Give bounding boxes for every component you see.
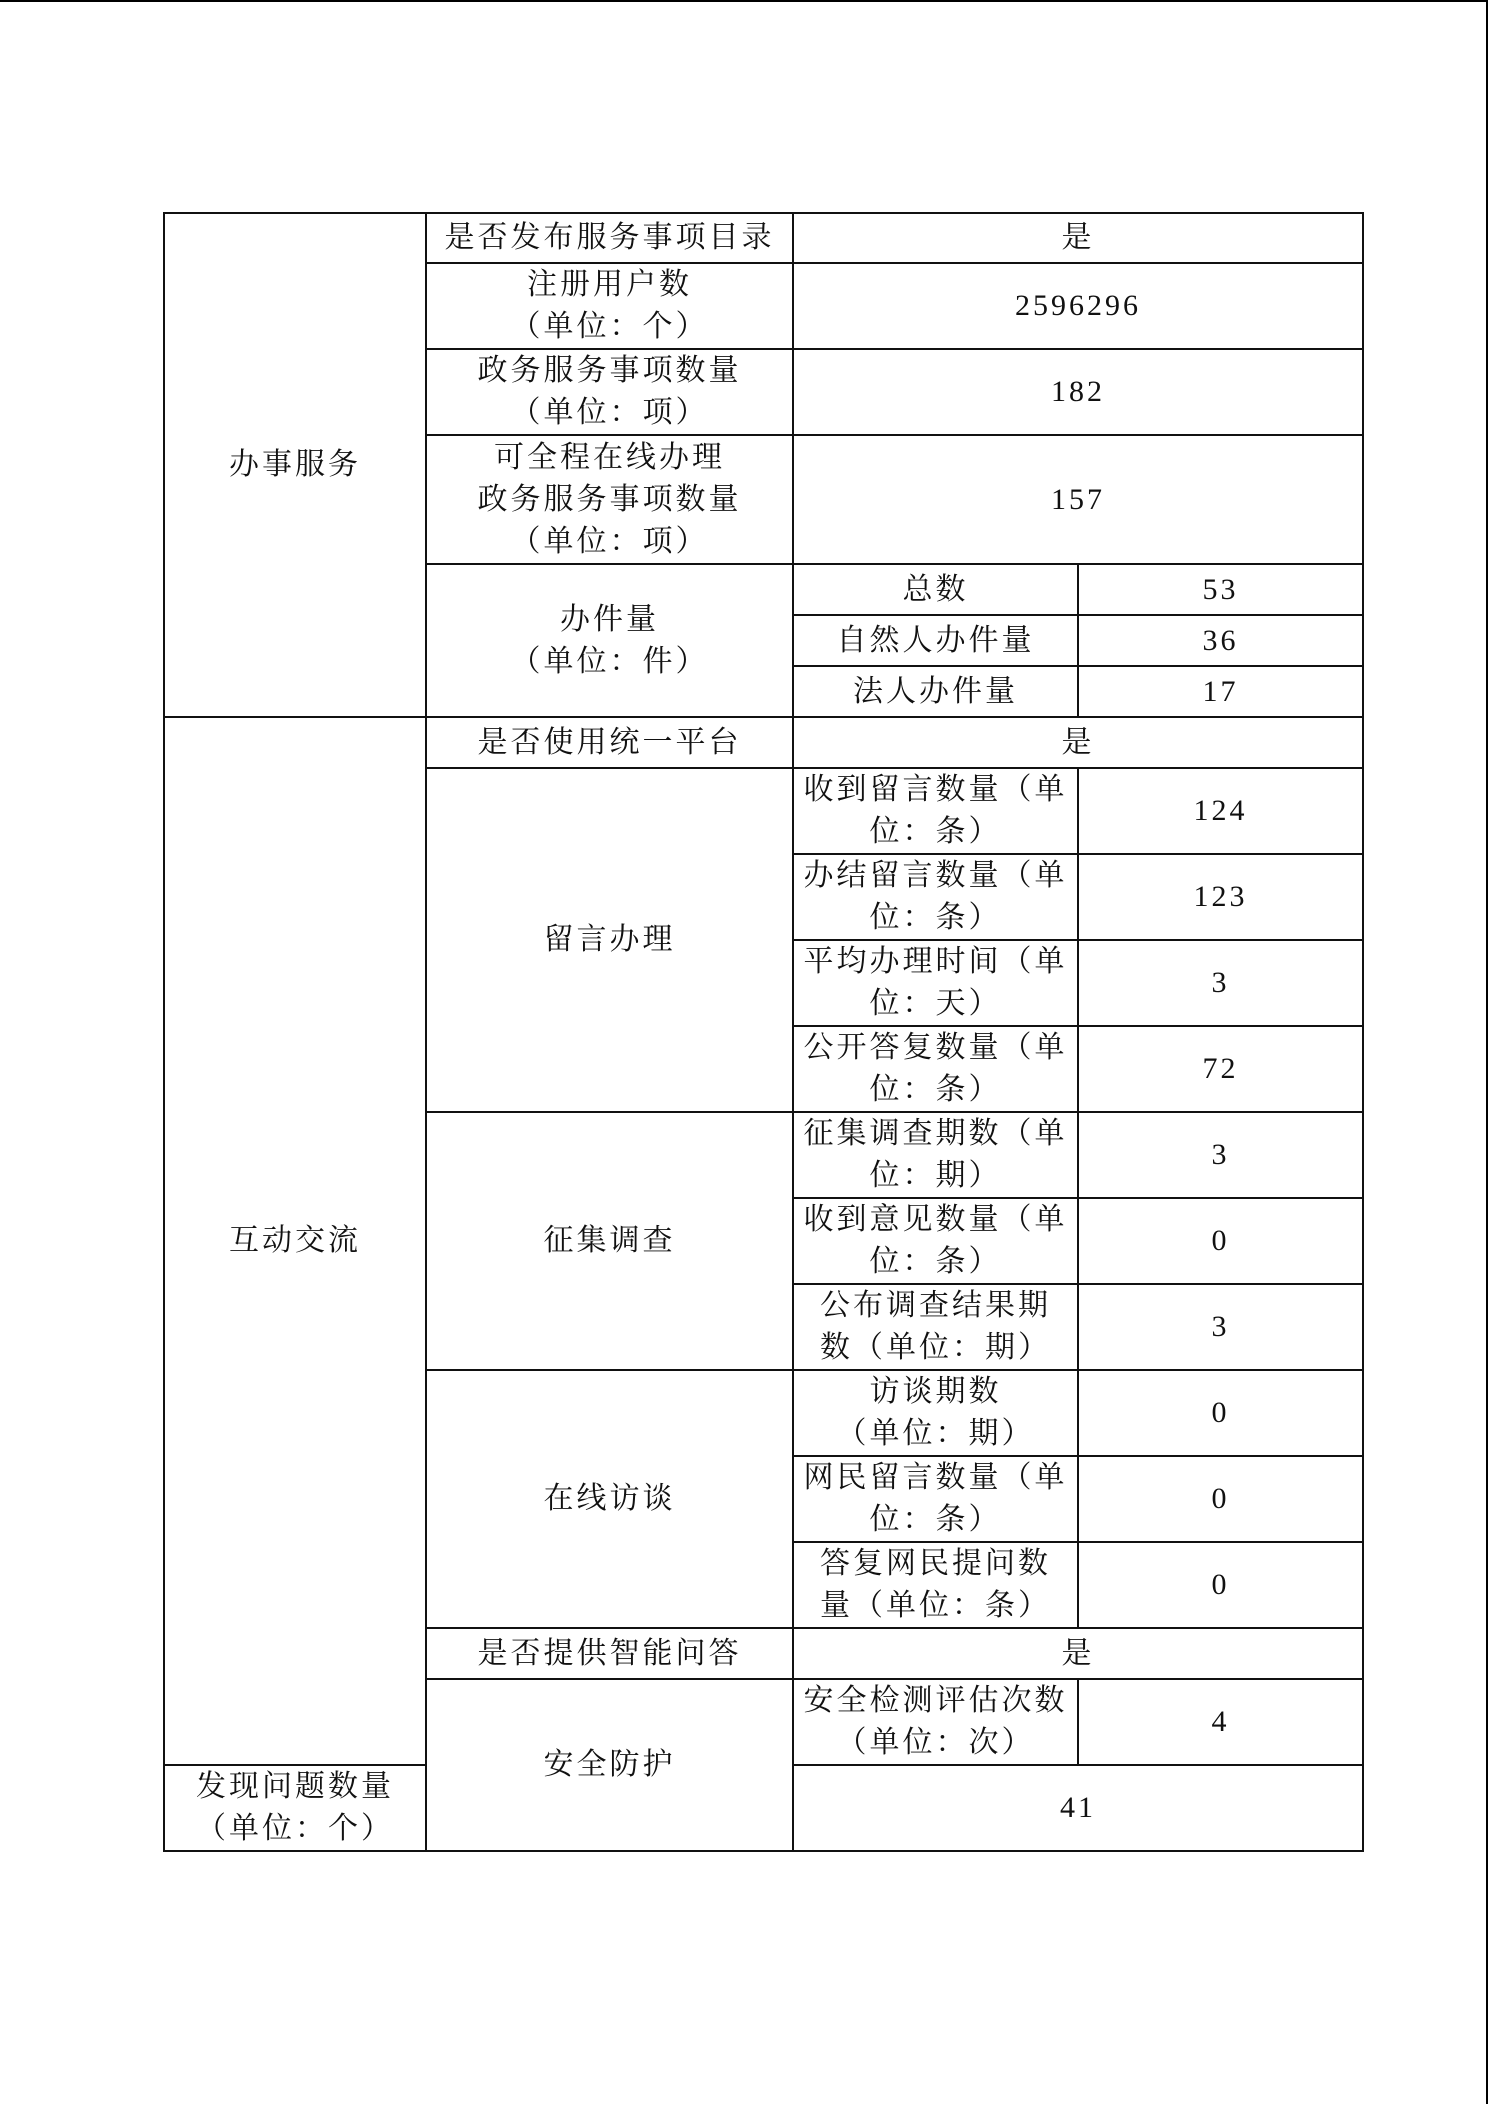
row-value-users: 2596296	[793, 263, 1363, 349]
row-label-cases: 办件量 （单位：件）	[426, 564, 793, 717]
sub-value: 0	[1078, 1370, 1363, 1456]
sub-label: 公布调查结果期 数（单位：期）	[793, 1284, 1078, 1370]
group-label-interview: 在线访谈	[426, 1370, 793, 1628]
sub-label-total: 总数	[793, 564, 1078, 615]
sub-label: 平均办理时间（单 位：天）	[793, 940, 1078, 1026]
row-label-catalog: 是否发布服务事项目录	[426, 213, 793, 263]
row-value-catalog: 是	[793, 213, 1363, 263]
sub-value: 0	[1078, 1456, 1363, 1542]
row-label-checks: 安全检测评估次数 （单位：次）	[793, 1679, 1078, 1765]
sub-value-total: 53	[1078, 564, 1363, 615]
row-label-qa: 是否提供智能问答	[426, 1628, 793, 1679]
sub-value: 72	[1078, 1026, 1363, 1112]
row-value-items: 182	[793, 349, 1363, 435]
row-label-platform: 是否使用统一平台	[426, 717, 793, 768]
group-label-messages: 留言办理	[426, 768, 793, 1112]
row-value-issues: 41	[793, 1765, 1363, 1851]
section-label-service: 办事服务	[164, 213, 426, 717]
sub-label-natural-person: 自然人办件量	[793, 615, 1078, 666]
section-label-security: 安全防护	[426, 1679, 793, 1851]
row-label-online-items: 可全程在线办理 政务服务事项数量 （单位：项）	[426, 435, 793, 564]
sub-label: 办结留言数量（单 位：条）	[793, 854, 1078, 940]
row-value-platform: 是	[793, 717, 1363, 768]
sub-value: 0	[1078, 1198, 1363, 1284]
sub-value: 3	[1078, 1284, 1363, 1370]
statistics-table	[163, 212, 1364, 1852]
sub-value: 3	[1078, 1112, 1363, 1198]
row-value-checks: 4	[1078, 1679, 1363, 1765]
row-label-items: 政务服务事项数量 （单位：项）	[426, 349, 793, 435]
section-label-interaction: 互动交流	[164, 717, 426, 1765]
table-row	[164, 213, 1363, 263]
sub-label: 访谈期数 （单位：期）	[793, 1370, 1078, 1456]
sub-value-legal-person: 17	[1078, 666, 1363, 717]
row-label-users: 注册用户数 （单位：个）	[426, 263, 793, 349]
row-value-online-items: 157	[793, 435, 1363, 564]
sub-label: 收到留言数量（单 位：条）	[793, 768, 1078, 854]
sub-label: 公开答复数量（单 位：条）	[793, 1026, 1078, 1112]
group-label-survey: 征集调查	[426, 1112, 793, 1370]
sub-value: 123	[1078, 854, 1363, 940]
sub-value: 0	[1078, 1542, 1363, 1628]
sub-label: 答复网民提问数 量（单位：条）	[793, 1542, 1078, 1628]
page-top-border	[0, 0, 1488, 2]
sub-value: 3	[1078, 940, 1363, 1026]
sub-value: 124	[1078, 768, 1363, 854]
row-value-qa: 是	[793, 1628, 1363, 1679]
sub-label: 收到意见数量（单 位：条）	[793, 1198, 1078, 1284]
sub-label: 网民留言数量（单 位：条）	[793, 1456, 1078, 1542]
sub-label: 征集调查期数（单 位：期）	[793, 1112, 1078, 1198]
sub-value-natural-person: 36	[1078, 615, 1363, 666]
row-label-issues: 发现问题数量 （单位：个）	[164, 1765, 426, 1851]
sub-label-legal-person: 法人办件量	[793, 666, 1078, 717]
table-row	[164, 717, 1363, 768]
